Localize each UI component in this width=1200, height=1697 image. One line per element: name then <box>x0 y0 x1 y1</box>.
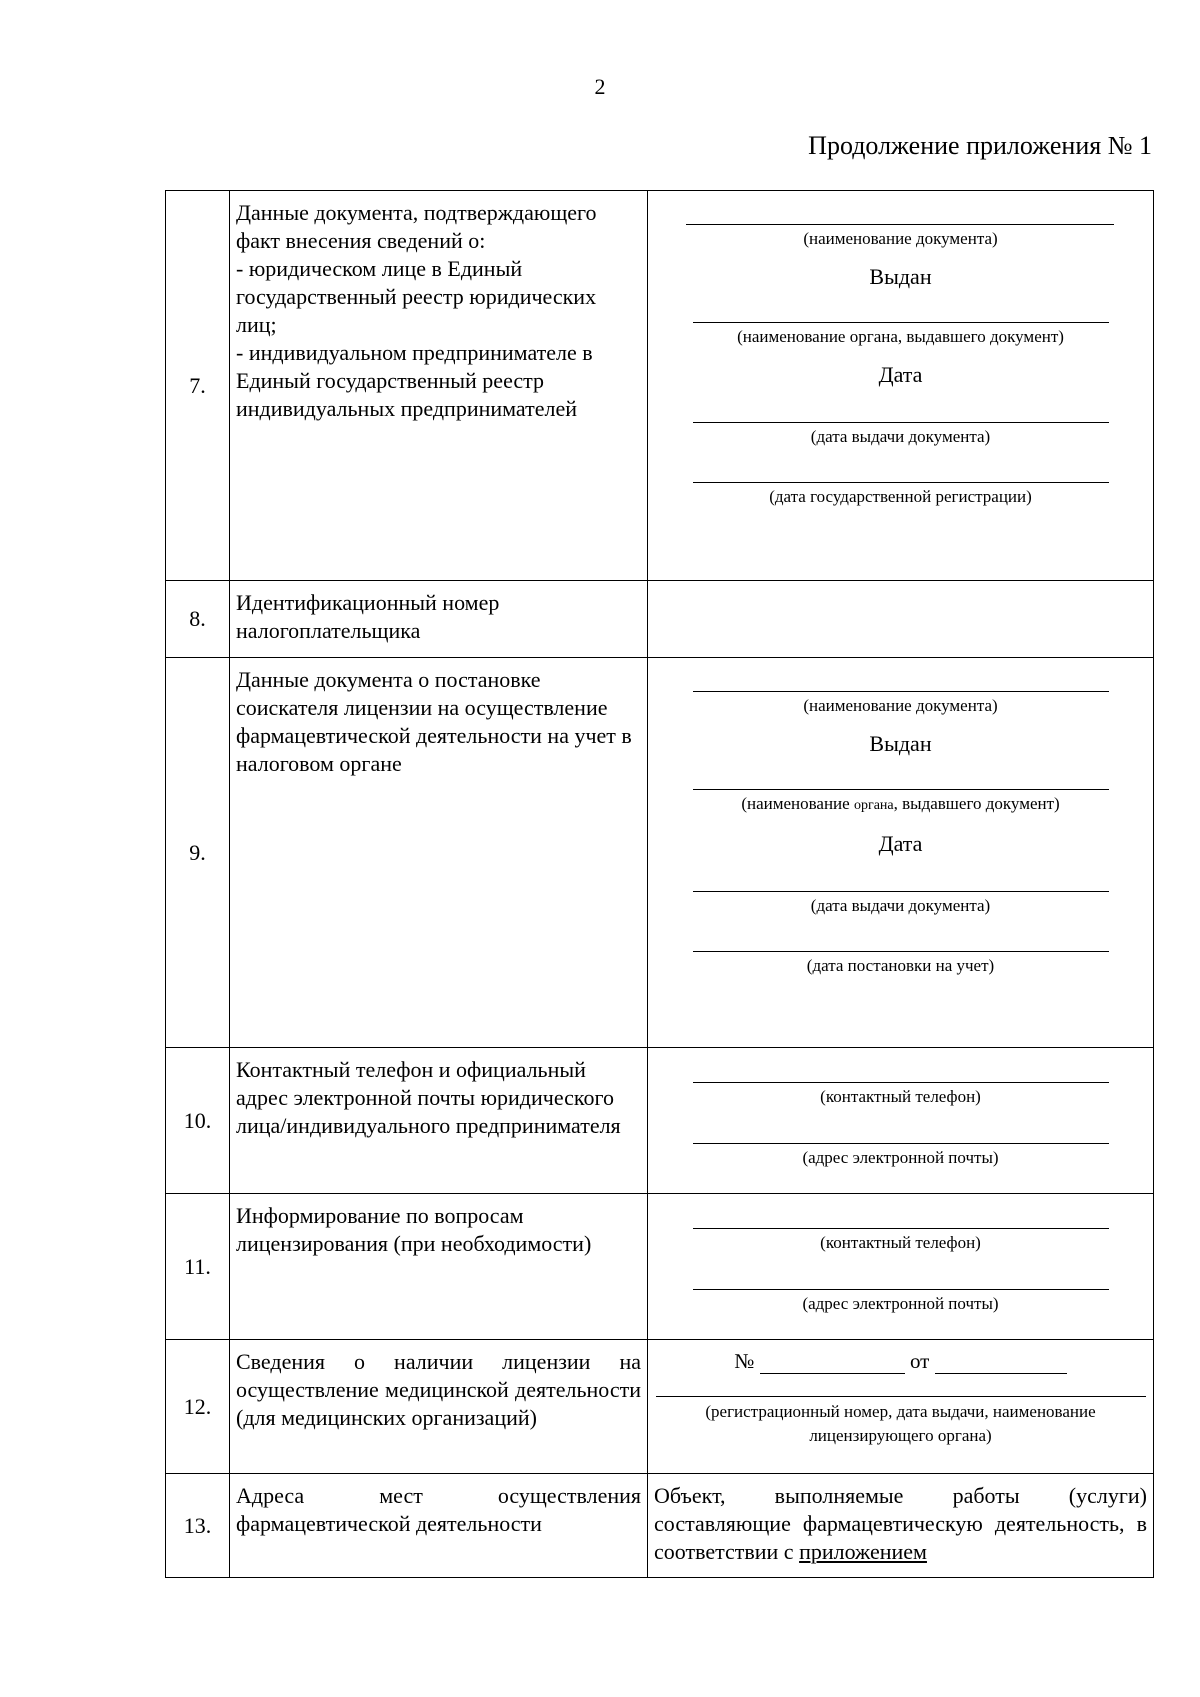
taxpayer-id-value[interactable] <box>648 581 1154 658</box>
table-row <box>166 1340 1154 1474</box>
row-description: Информирование по вопросам лицензирования (при необходимости) <box>230 1194 648 1340</box>
phone-line[interactable] <box>693 1082 1109 1083</box>
row-number: 7. <box>166 191 230 581</box>
license-date-blank[interactable] <box>935 1348 1067 1374</box>
issuer-caption-b: органа <box>853 798 894 813</box>
issued-label: Выдан <box>869 731 932 756</box>
phone-caption: (контактный телефон) <box>820 1233 981 1252</box>
email-line[interactable] <box>693 1143 1109 1144</box>
email-caption: (адрес электронной почты) <box>802 1294 999 1313</box>
row-value-cell <box>648 658 1154 1048</box>
row-description: Адреса мест осуществления фармацевтической деятельности <box>230 1474 648 1578</box>
phone-caption: (контактный телефон) <box>820 1087 981 1106</box>
license-number-line <box>648 1340 1153 1374</box>
doc-name-caption: (наименование документа) <box>803 229 998 248</box>
row-description: Контактный телефон и официальный адрес электронной почты юридического лица/индивидуального предпринимателя <box>230 1048 648 1194</box>
row-value-cell <box>648 1194 1154 1340</box>
from-label: от <box>909 1349 930 1373</box>
doc-name-line[interactable] <box>693 691 1109 692</box>
value-text: Объект, выполняемые работы (услуги) составляющие фармацевтическую деятельность, в соответствии с <box>654 1483 1147 1564</box>
table-row <box>166 1474 1154 1578</box>
row-number: 13. <box>166 1474 230 1578</box>
doc-name-line[interactable] <box>686 224 1114 225</box>
phone-line[interactable] <box>693 1228 1109 1229</box>
row-value-text <box>648 1474 1154 1578</box>
issuer-caption: (наименование органа, выдавшего документ) <box>737 327 1064 346</box>
reg-date-line[interactable] <box>693 482 1109 483</box>
email-caption: (адрес электронной почты) <box>802 1148 999 1167</box>
issuer-caption <box>648 793 1153 817</box>
row-number: 9. <box>166 658 230 1048</box>
row-number: 10. <box>166 1048 230 1194</box>
row-description: Сведения о наличии лицензии на осуществление медицинской деятельности (для медицинских организаций) <box>230 1340 648 1474</box>
row-value-cell <box>648 1048 1154 1194</box>
issuer-caption-c: , выдавшего документ) <box>893 794 1060 813</box>
issuer-line[interactable] <box>693 789 1109 790</box>
row-description: Данные документа о постановке соискателя лицензии на осуществление фармацевтической деятельности на учет в налоговом органе <box>230 658 648 1048</box>
issue-date-caption: (дата выдачи документа) <box>810 427 991 446</box>
table-row <box>166 1048 1154 1194</box>
issuer-line[interactable] <box>693 322 1109 323</box>
issue-date-caption: (дата выдачи документа) <box>810 896 991 915</box>
table-row <box>166 658 1154 1048</box>
row-number: 11. <box>166 1194 230 1340</box>
appendix-link[interactable]: приложением <box>799 1539 927 1564</box>
email-line[interactable] <box>693 1289 1109 1290</box>
license-details-line[interactable] <box>656 1396 1146 1397</box>
row-value-cell <box>648 191 1154 581</box>
table-row <box>166 581 1154 658</box>
table-row <box>166 1194 1154 1340</box>
number-sign: № <box>734 1349 755 1373</box>
license-number-blank[interactable] <box>760 1348 905 1374</box>
application-form-table <box>165 190 1154 1578</box>
date-label: Дата <box>878 362 923 387</box>
issue-date-line[interactable] <box>693 422 1109 423</box>
row-value-cell <box>648 1340 1154 1474</box>
issue-date-line[interactable] <box>693 891 1109 892</box>
continuation-title: Продолжение приложения № 1 <box>808 131 1152 160</box>
row-description: Данные документа, подтверждающего факт внесения сведений о: - юридическом лице в Единый государственный реестр юридических лиц; - индивидуальном предпринимателе в Единый государственный реестр индивидуальных предпринимателей <box>230 191 648 581</box>
date-label: Дата <box>878 831 923 856</box>
reg-date-caption: (дата государственной регистрации) <box>769 487 1032 506</box>
row-description: Идентификационный номер налогоплательщика <box>230 581 648 658</box>
issuer-caption-a: (наименование <box>741 794 854 813</box>
table-row <box>166 191 1154 581</box>
issued-label: Выдан <box>869 264 932 289</box>
license-caption: (регистрационный номер, дата выдачи, наименование лицензирующего органа) <box>705 1402 1096 1445</box>
row-number: 12. <box>166 1340 230 1474</box>
reg-date-line[interactable] <box>693 951 1109 952</box>
row-number: 8. <box>166 581 230 658</box>
page-number: 2 <box>594 74 606 99</box>
reg-date-caption: (дата постановки на учет) <box>806 956 995 975</box>
doc-name-caption: (наименование документа) <box>803 696 998 715</box>
